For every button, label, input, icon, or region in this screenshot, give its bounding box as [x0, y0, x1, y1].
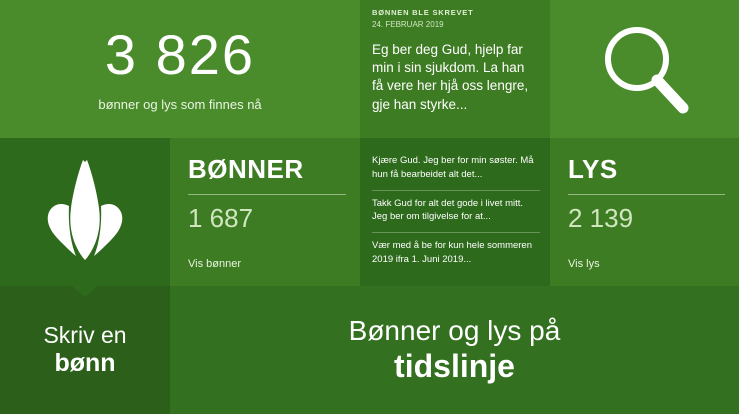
write-prayer-line2: bønn: [54, 348, 116, 377]
prayer-counter-panel: [0, 0, 360, 138]
divider: [188, 194, 346, 195]
list-item[interactable]: Kjære Gud. Jeg ber for min søster. Må hun få bearbeidet alt det...: [372, 148, 540, 191]
search-button[interactable]: [550, 0, 739, 138]
write-panel-notch: [72, 286, 98, 297]
praying-hands-panel: [0, 138, 170, 286]
timeline-line1: Bønner og lys på: [348, 315, 561, 346]
search-icon[interactable]: [597, 21, 693, 117]
featured-date: 24. FEBRUAR 2019: [372, 20, 444, 29]
prayers-title: BØNNER: [188, 154, 304, 184]
list-item[interactable]: Takk Gud for alt det gode i livet mitt. Jeg ber om tilgivelse for at...: [372, 191, 540, 234]
write-prayer-line1: Skriv en: [43, 321, 127, 348]
counter-label: bønner og lys som finnes nå: [98, 96, 262, 112]
prayers-panel[interactable]: [170, 138, 360, 286]
praying-hands-icon: [29, 152, 141, 273]
featured-kicker: BØNNEN BLE SKREVET: [372, 8, 474, 17]
divider: [568, 194, 725, 195]
timeline-button[interactable]: [170, 286, 739, 414]
featured-prayer-card[interactable]: [360, 0, 550, 138]
list-item[interactable]: Vær med å be for kun hele sommeren 2019 ifra 1. Juni 2019...: [372, 240, 532, 265]
prayer-list: [360, 138, 550, 286]
lights-count: 2 139: [568, 203, 634, 233]
timeline-line2: tidslinje: [394, 347, 515, 384]
show-prayers-link[interactable]: Vis bønner: [188, 258, 241, 270]
show-lights-link[interactable]: Vis lys: [568, 258, 600, 270]
counter-value: 3 826: [104, 22, 256, 86]
featured-text: Eg ber deg Gud, hjelp far min i sin sjukdom. La han få vere her hjå oss lengre, gje han styrke...: [372, 42, 529, 112]
lights-title: LYS: [568, 154, 618, 184]
write-prayer-button[interactable]: [0, 286, 170, 414]
prayers-count: 1 687: [188, 203, 254, 233]
